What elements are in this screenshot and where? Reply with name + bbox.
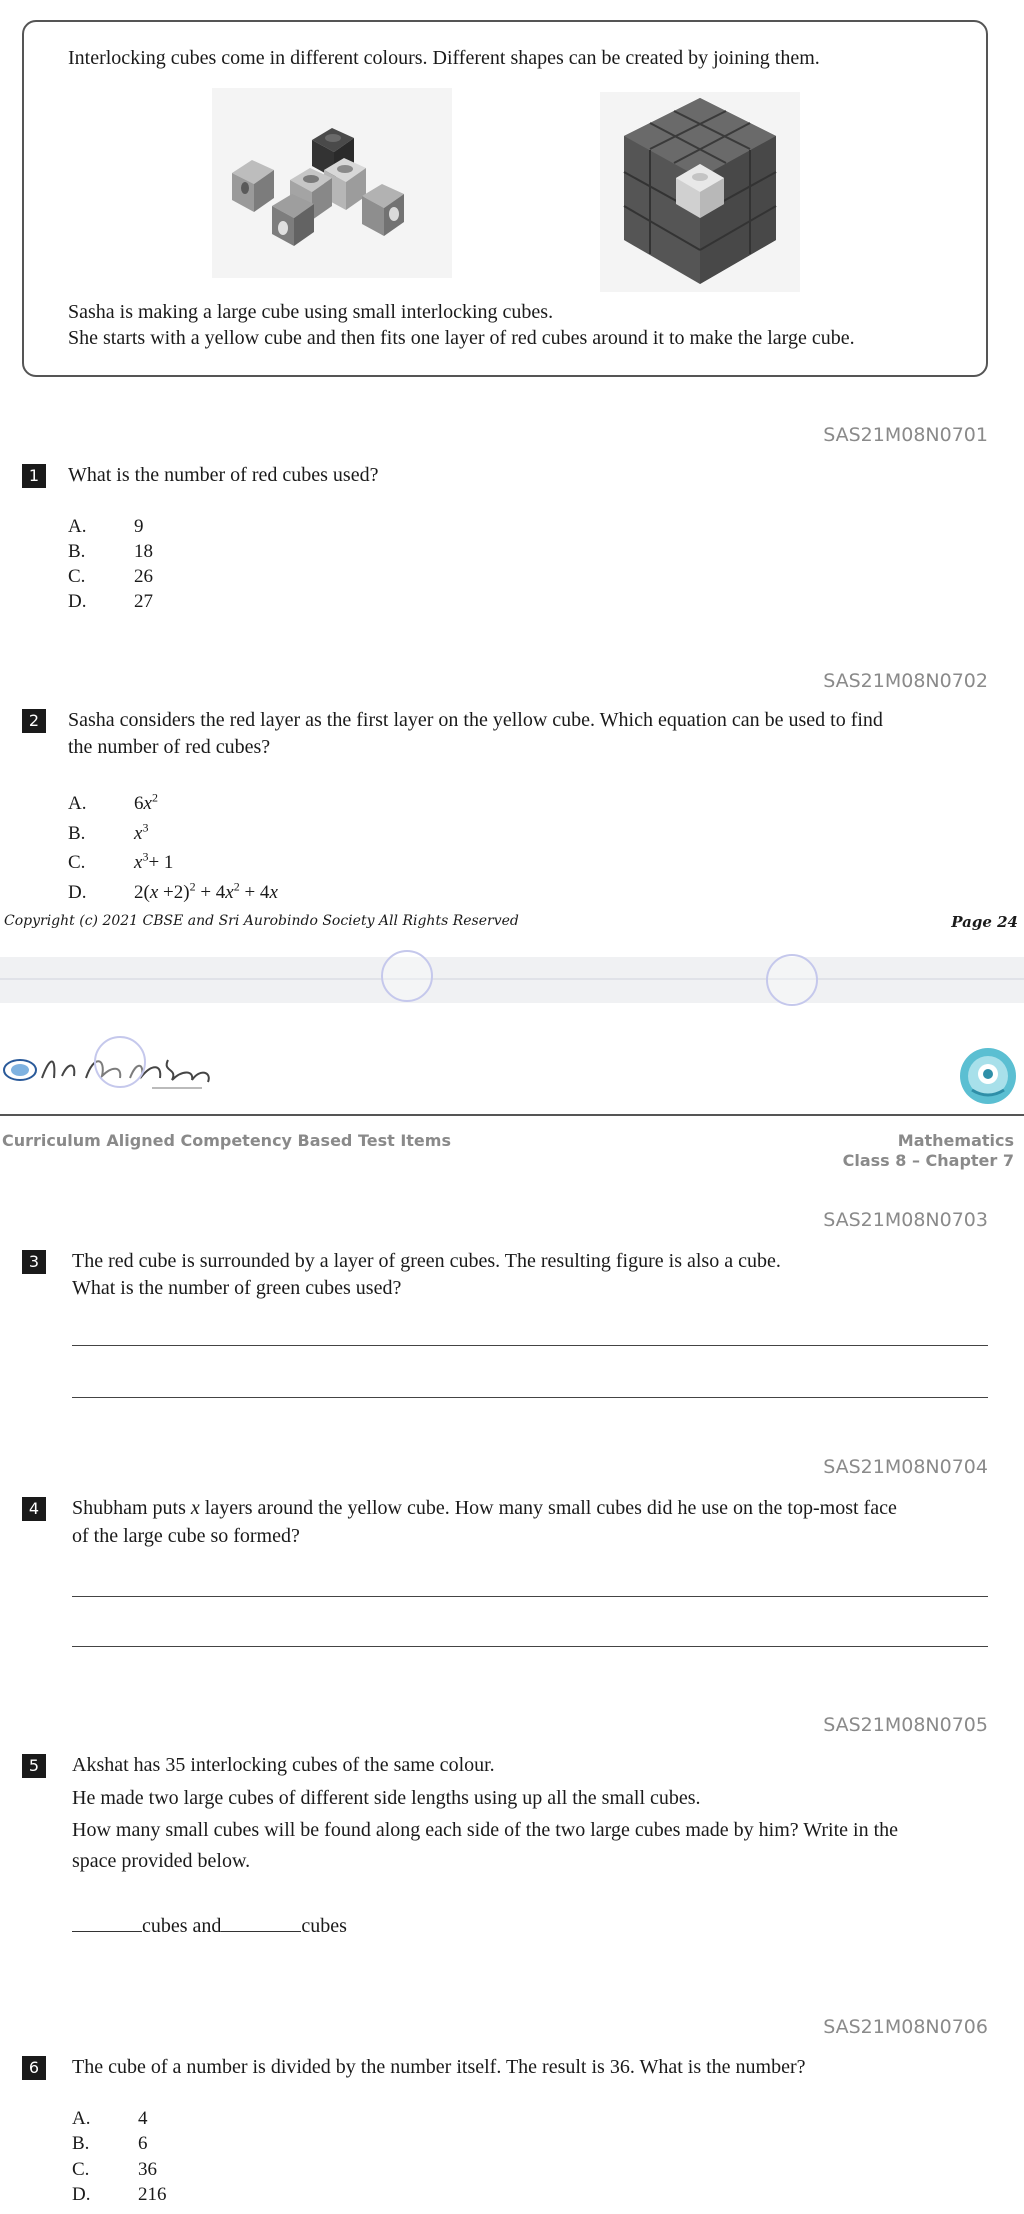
option-letter: B. [72,2133,90,2154]
question-text: The cube of a number is divided by the number itself. The result is 36. What is the number? [72,2056,806,2078]
blank-input-2[interactable] [221,1913,301,1932]
answer-line[interactable] [72,1397,988,1398]
option-value: 18 [134,541,153,562]
answer-blanks [72,1913,347,1940]
page-number: Page 24 [951,913,1018,931]
option-value: 6 [138,2133,148,2154]
question-text-line-1: The red cube is surrounded by a layer of green cubes. The resulting figure is also a cube. [72,1250,781,1272]
option-letter: D. [72,2184,91,2205]
question-code: SAS21M08N0704 [823,1456,988,1478]
header-rule [0,1114,1024,1116]
question-text-line-2: the number of red cubes? [68,736,271,758]
scroll-marker-icon[interactable] [94,1036,146,1088]
option-letter: D. [68,882,87,904]
cbse-emblem-icon [958,1046,1018,1106]
option-formula: $x^3$ [134,821,149,845]
question-code: SAS21M08N0702 [823,670,988,692]
answer-line[interactable] [72,1646,988,1647]
option-value: 36 [138,2159,157,2180]
option-value: 216 [138,2184,167,2205]
question-code: SAS21M08N0701 [823,424,988,446]
question-text-line-2: What is the number of green cubes used? [72,1277,402,1299]
blank-label-1: cubes and [142,1915,222,1937]
option-value: 27 [134,591,153,612]
large-cube-image [600,92,800,292]
page-divider [0,978,1024,980]
option-b[interactable] [72,2131,148,2156]
text-part: Shubham puts [72,1497,191,1519]
option-d[interactable] [72,2182,167,2207]
question-text-line-4: space provided below. [72,1850,251,1872]
question-text-line-3: How many small cubes will be found along each side of the two large cubes made by him? Write in the [72,1819,899,1841]
option-value: 9 [134,516,144,537]
question-text-line-2: of the large cube so formed? [72,1525,300,1547]
answer-line[interactable] [72,1345,988,1346]
question-text-line-1 [72,1495,897,1522]
intro-line-2: Sasha is making a large cube using small interlocking cubes. [68,301,554,323]
page-gap [0,957,1024,1003]
option-a[interactable] [68,786,158,816]
question-number: 5 [22,1754,46,1778]
option-letter: A. [72,2108,91,2129]
question-number: 6 [22,2056,46,2080]
intro-line-1: Interlocking cubes come in different colours. Different shapes can be created by joining them. [68,47,820,69]
option-c[interactable] [68,845,173,875]
header-left: Curriculum Aligned Competency Based Test Items [2,1131,451,1150]
option-c[interactable] [72,2157,157,2182]
option-letter: D. [68,591,87,612]
header-class: Class 8 – Chapter 7 [842,1151,1014,1170]
option-value: 26 [134,566,153,587]
option-value: 4 [138,2108,148,2129]
question-number: 4 [22,1497,46,1521]
option-a[interactable] [72,2106,148,2131]
scroll-marker-icon[interactable] [766,954,818,1006]
question-text-line-1: Akshat has 35 interlocking cubes of the same colour. [72,1754,495,1776]
scroll-marker-icon[interactable] [381,950,433,1002]
question-number: 1 [22,464,46,488]
question-code: SAS21M08N0705 [823,1714,988,1736]
option-c[interactable] [68,564,153,589]
question-text: What is the number of red cubes used? [68,464,379,486]
option-formula: $2(x +2)^2 + 4x^2 + 4x$ [134,880,278,904]
intro-line-3: She starts with a yellow cube and then fits one layer of red cubes around it to make the large cube. [68,327,855,349]
interlocking-cubes-image [212,88,452,278]
answer-line[interactable] [72,1596,988,1597]
option-formula: $x^3+ 1$ [134,850,174,874]
option-letter: C. [68,852,86,874]
text-part: layers around the yellow cube. How many small cubes did he use on the top-most face [199,1497,897,1519]
option-letter: C. [68,566,86,587]
option-b[interactable] [68,816,148,846]
variable-x: x [190,1497,200,1519]
option-d[interactable] [68,875,278,905]
question-text-line-2: He made two large cubes of different side lengths using up all the small cubes. [72,1787,701,1809]
option-letter: C. [72,2159,90,2180]
question-text-line-1: Sasha considers the red layer as the first layer on the yellow cube. Which equation can be used to find [68,709,883,731]
header-subject: Mathematics [897,1131,1014,1150]
blank-input-1[interactable] [72,1913,142,1932]
option-letter: A. [68,793,87,815]
question-number: 3 [22,1250,46,1274]
option-a[interactable] [68,514,144,539]
option-formula: $6x^2$ [134,791,158,815]
option-d[interactable] [68,589,153,614]
option-letter: A. [68,516,87,537]
option-letter: B. [68,541,86,562]
option-b[interactable] [68,539,153,564]
copyright-footer: Copyright (c) 2021 CBSE and Sri Aurobindo Society All Rights Reserved [4,913,519,929]
question-number: 2 [22,709,46,733]
question-code: SAS21M08N0703 [823,1209,988,1231]
blank-label-2: cubes [301,1915,347,1937]
question-code: SAS21M08N0706 [823,2016,988,2038]
option-letter: B. [68,823,86,845]
